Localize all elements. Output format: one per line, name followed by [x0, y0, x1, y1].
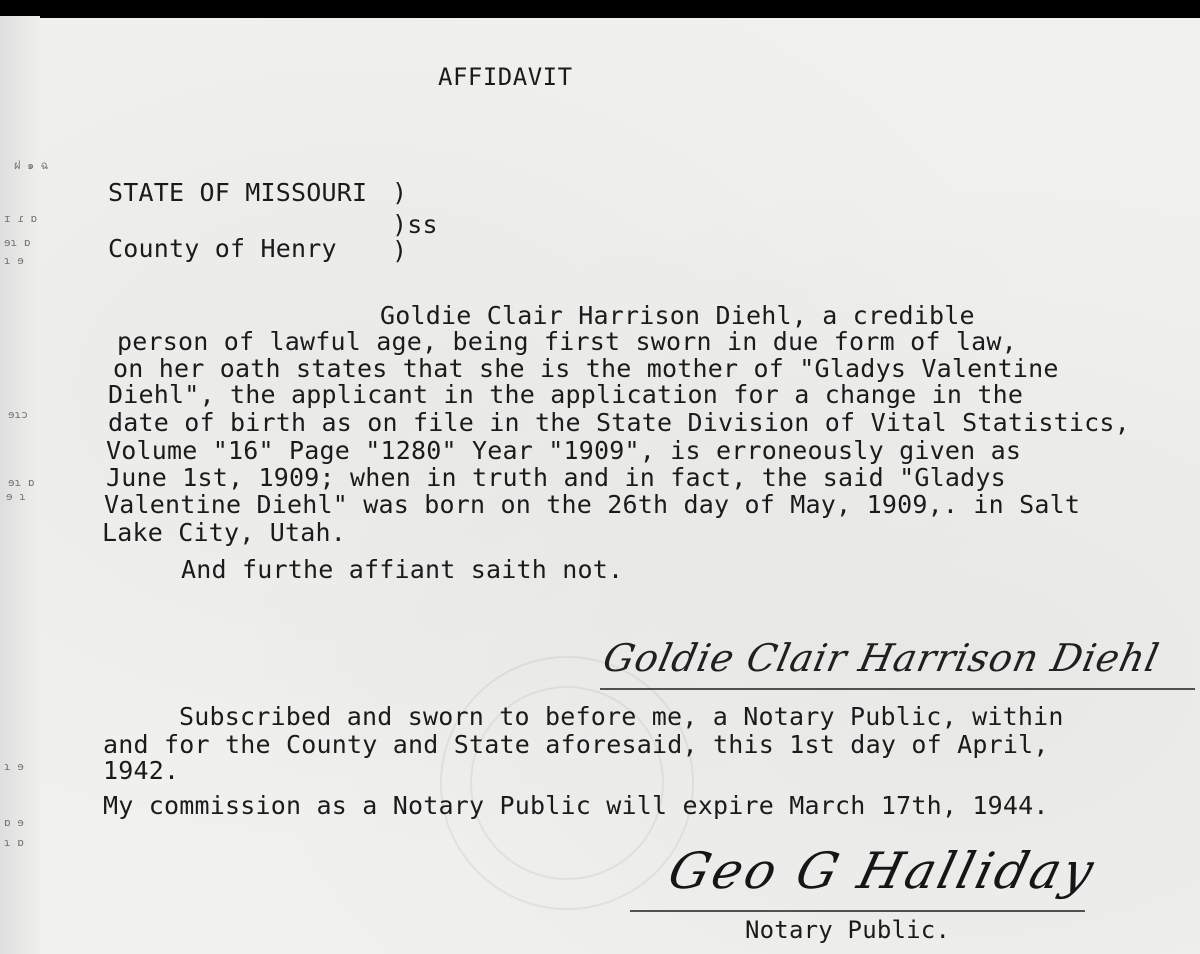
- affiant-signature: Goldie Clair Harrison Diehl: [599, 636, 1164, 680]
- body-line: Valentine Diehl" was born on the 26th day of May, 1909,. in Salt: [104, 490, 1081, 519]
- body-line: Goldie Clair Harrison Diehl, a credible: [380, 301, 975, 330]
- body-line: June 1st, 1909; when in truth and in fact, the said "Gladys: [106, 463, 1006, 492]
- venue-ss: )ss: [392, 210, 438, 239]
- document-title: AFFIDAVIT: [438, 63, 573, 91]
- venue-paren-top: ): [392, 178, 408, 207]
- bleed-through-mark: ɿ ɒ: [4, 836, 24, 849]
- bleed-through-mark: ɿ ɘ: [4, 254, 24, 267]
- notary-signature-line: [630, 910, 1085, 912]
- body-line: Volume "16" Page "1280" Year "1909", is erroneously given as: [106, 436, 1022, 465]
- notary-title: Notary Public.: [745, 916, 951, 944]
- bleed-through-mark: ɘɿ ɒ: [4, 236, 31, 249]
- bleed-through-mark: ɿ ɘ: [4, 760, 24, 773]
- venue-county: County of Henry: [108, 234, 337, 263]
- bleed-through-mark: ฝ ๑ ฉ: [14, 159, 49, 172]
- body-line: person of lawful age, being first sworn in due form of law,: [117, 327, 1017, 356]
- bleed-through-mark: ɪ ɾ ɒ: [4, 212, 38, 225]
- notary-signature: Geo G Halliday: [662, 842, 1103, 900]
- venue-state: STATE OF MISSOURI: [108, 178, 368, 207]
- bleed-through-mark: ɘɿ ɒ: [8, 476, 35, 489]
- jurat-line: My commission as a Notary Public will expire March 17th, 1944.: [103, 791, 1049, 820]
- bleed-through-mark: ɘ ɿ: [6, 490, 26, 503]
- body-line: on her oath states that she is the mother of "Gladys Valentine: [113, 354, 1059, 383]
- torn-left-edge: [0, 16, 49, 954]
- affiant-signature-line: [600, 688, 1195, 690]
- affidavit-page: [0, 16, 1200, 954]
- bleed-through-mark: ɘɿɔ: [8, 408, 28, 421]
- jurat-line: and for the County and State aforesaid, this 1st day of April,: [103, 730, 1049, 759]
- body-line: Diehl", the applicant in the application for a change in the: [108, 380, 1024, 409]
- jurat-line: 1942.: [103, 756, 180, 785]
- venue-paren-bottom: ): [392, 236, 408, 265]
- bleed-through-mark: ɒ ɘ: [4, 816, 24, 829]
- body-line: date of birth as on file in the State Division of Vital Statistics,: [108, 408, 1130, 437]
- body-line: And furthe affiant saith not.: [181, 555, 624, 584]
- body-line: Lake City, Utah.: [102, 518, 347, 547]
- jurat-line: Subscribed and sworn to before me, a Notary Public, within: [179, 702, 1064, 731]
- scan-border: [0, 16, 1200, 18]
